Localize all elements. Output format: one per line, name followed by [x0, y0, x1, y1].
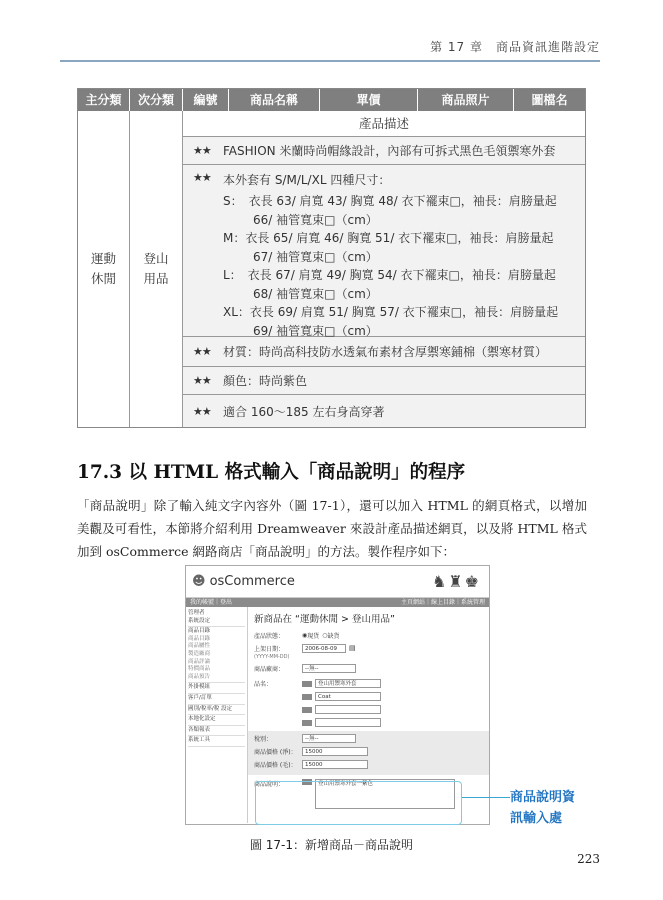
- description-cell: [183, 111, 585, 427]
- size-l: L： 衣長 67/ 肩寬 49/ 胸寬 54/ 衣下襬束□，袖長：肩膀量起: [223, 268, 556, 282]
- col-product-name: 商品名稱: [229, 89, 320, 111]
- sidebar-item-taxes[interactable]: 國別/稅率/稅 設定: [188, 705, 232, 712]
- desc-row-sizes: [183, 165, 585, 337]
- date-input[interactable]: 2006-08-09: [302, 644, 346, 653]
- nav-account-link[interactable]: 我的帳號｜登出: [190, 599, 233, 606]
- col-main-category: 主分類: [78, 89, 130, 111]
- oscommerce-logo: osCommerce: [209, 574, 295, 589]
- admin-sidebar: [186, 607, 248, 823]
- sidebar-sub-catalog[interactable]: 商品目錄: [188, 635, 211, 642]
- header-rule: [60, 60, 600, 62]
- star-marker: ★★: [193, 171, 211, 184]
- size-s: S： 衣長 63/ 肩寬 43/ 胸寬 48/ 衣下襬束□，袖長：肩膀量起: [223, 194, 557, 208]
- calendar-icon[interactable]: ▤: [349, 644, 356, 652]
- callout-line: [462, 797, 510, 798]
- running-header: 第 17 章 商品資訊進階設定: [430, 40, 600, 54]
- col-photo: 商品照片: [418, 89, 514, 111]
- name-zh-input[interactable]: 登山用禦寒外套: [315, 679, 381, 688]
- desc-text: 材質：時尚高科技防水透氣布素材含厚禦寒鋪棉（禦寒材質）: [223, 345, 548, 359]
- desc-row: [183, 137, 585, 165]
- tax-select[interactable]: --無--: [302, 734, 356, 743]
- star-marker: ★★: [193, 374, 211, 387]
- col-image-file: 圖檔名: [531, 93, 568, 107]
- date-hint: (YYYY-MM-DD): [254, 654, 290, 660]
- desc-text: 本外套有 S/M/L/XL 四種尺寸：: [223, 173, 391, 187]
- status-label: 產品狀態：: [254, 633, 285, 640]
- price-gross-input[interactable]: 15000: [302, 760, 368, 769]
- body-paragraph: 「商品說明」除了輸入純文字內容外（圖 17-1），還可以加入 HTML 的網頁格式，以增加美觀及可看性，本節將介紹利用 Dreamweaver 來設計產品描述網頁，以及將 HTML 格式加到 osCommerce 網路商店「商品說明」的方法。製作程序如下：: [77, 498, 587, 559]
- sidebar-sub-manufacturers[interactable]: 製造廠商: [188, 650, 211, 657]
- desc-text: FASHION 米蘭時尚帽緣設計，內部有可拆式黑色毛領禦寒外套: [223, 144, 556, 158]
- date-label: 上架日期：: [254, 646, 285, 653]
- sidebar-sub-specials[interactable]: 特價商品: [188, 666, 211, 673]
- form-title: 新商品在 “運動休閒 > 登山用品”: [254, 614, 395, 625]
- size-s-cont: 66/ 袖管寬束□（cm）: [253, 212, 378, 227]
- product-spec-table: [77, 88, 586, 428]
- sidebar-item-localization[interactable]: 本地化設定: [188, 716, 216, 723]
- status-out-radio[interactable]: ○: [322, 632, 328, 639]
- table-header-row: [78, 89, 585, 111]
- sidebar-item-customers[interactable]: 客戶/訂單: [188, 694, 212, 701]
- status-in-label: 現貨: [307, 633, 320, 640]
- desc-label: 商品說明：: [254, 781, 285, 788]
- name-es-input[interactable]: [315, 718, 381, 727]
- section-title: 17.3 以 HTML 格式輸入「商品說明」的程序: [77, 462, 466, 483]
- sidebar-item-modules[interactable]: 外掛模組: [188, 684, 211, 691]
- star-marker: ★★: [193, 144, 211, 157]
- desc-text: 顏色：時尚紫色: [223, 374, 308, 388]
- size-l-cont: 68/ 袖管寬束□（cm）: [253, 286, 378, 301]
- description-highlight: [255, 781, 462, 825]
- sidebar-item-reports[interactable]: 各類報表: [188, 726, 211, 733]
- main-category-cell: 運動 休閒: [78, 111, 130, 427]
- desc-row: [183, 395, 585, 427]
- col-price: 單價: [320, 89, 418, 111]
- col-sub-category: 次分類: [130, 89, 183, 111]
- price-net-input[interactable]: 15000: [302, 747, 368, 756]
- star-marker: ★★: [193, 345, 211, 358]
- sidebar-sub-expected[interactable]: 商品預告: [188, 673, 211, 680]
- logo-icon: ☻: [192, 574, 206, 589]
- col-number: 編號: [183, 89, 229, 111]
- name-de-input[interactable]: [315, 705, 381, 714]
- sidebar-item-tools[interactable]: 系統工具: [188, 737, 211, 744]
- desc-row: [183, 367, 585, 395]
- sidebar-sub-attributes[interactable]: 商品屬性: [188, 643, 211, 650]
- callout-label: 商品說明資 訊輸入處: [510, 790, 576, 826]
- sidebar-item-catalog[interactable]: 商品目錄: [188, 628, 211, 635]
- description-textarea[interactable]: 登山用禦寒外套一紫色: [315, 779, 455, 809]
- description-title: 產品描述: [183, 111, 585, 137]
- status-in-radio[interactable]: ◉: [302, 632, 308, 639]
- sidebar-sub-reviews[interactable]: 商品評論: [188, 658, 211, 665]
- sidebar-item-config[interactable]: 系統設定: [188, 617, 211, 624]
- maker-label: 商品廠商：: [254, 666, 285, 673]
- maker-select[interactable]: --無--: [302, 664, 356, 673]
- page-number: 223: [577, 852, 600, 866]
- size-xl-cont: 69/ 袖管寬束□（cm）: [253, 323, 378, 338]
- flag-tw-icon: [302, 681, 312, 687]
- size-m-cont: 67/ 袖管寬束□（cm）: [253, 249, 378, 264]
- name-en-input[interactable]: Coat: [315, 692, 381, 701]
- status-out-label: 缺貨: [327, 633, 340, 640]
- desc-text: 適合 160～185 左右身高穿著: [223, 404, 385, 419]
- price-net-label: 商品價格 (淨)：: [254, 749, 297, 756]
- size-xl: XL：衣長 69/ 肩寬 51/ 胸寬 57/ 衣下襬束□，袖長：肩膀量起: [223, 305, 559, 319]
- flag-de-icon: [302, 707, 312, 713]
- sidebar-item-admin[interactable]: 管理者: [188, 610, 205, 616]
- tax-label: 稅別：: [254, 736, 273, 743]
- header-illustration-icon: ♞♜♚: [431, 572, 481, 591]
- flag-es-icon: [302, 720, 312, 726]
- desc-row: [183, 337, 585, 367]
- figure-caption: 圖 17-1：新增商品－商品說明: [249, 838, 414, 852]
- sub-category-cell: 登山 用品: [130, 111, 183, 427]
- name-label: 品名：: [254, 681, 273, 688]
- price-gross-label: 商品價格 (毛)：: [254, 762, 297, 769]
- size-m: M：衣長 65/ 肩寬 46/ 胸寬 51/ 衣下襬束□，袖長：肩膀量起: [223, 231, 554, 245]
- flag-uk-icon: [302, 694, 312, 700]
- star-marker: ★★: [193, 404, 211, 418]
- nav-site-links[interactable]: 主頁網站｜線上目錄｜系統管理: [400, 599, 485, 606]
